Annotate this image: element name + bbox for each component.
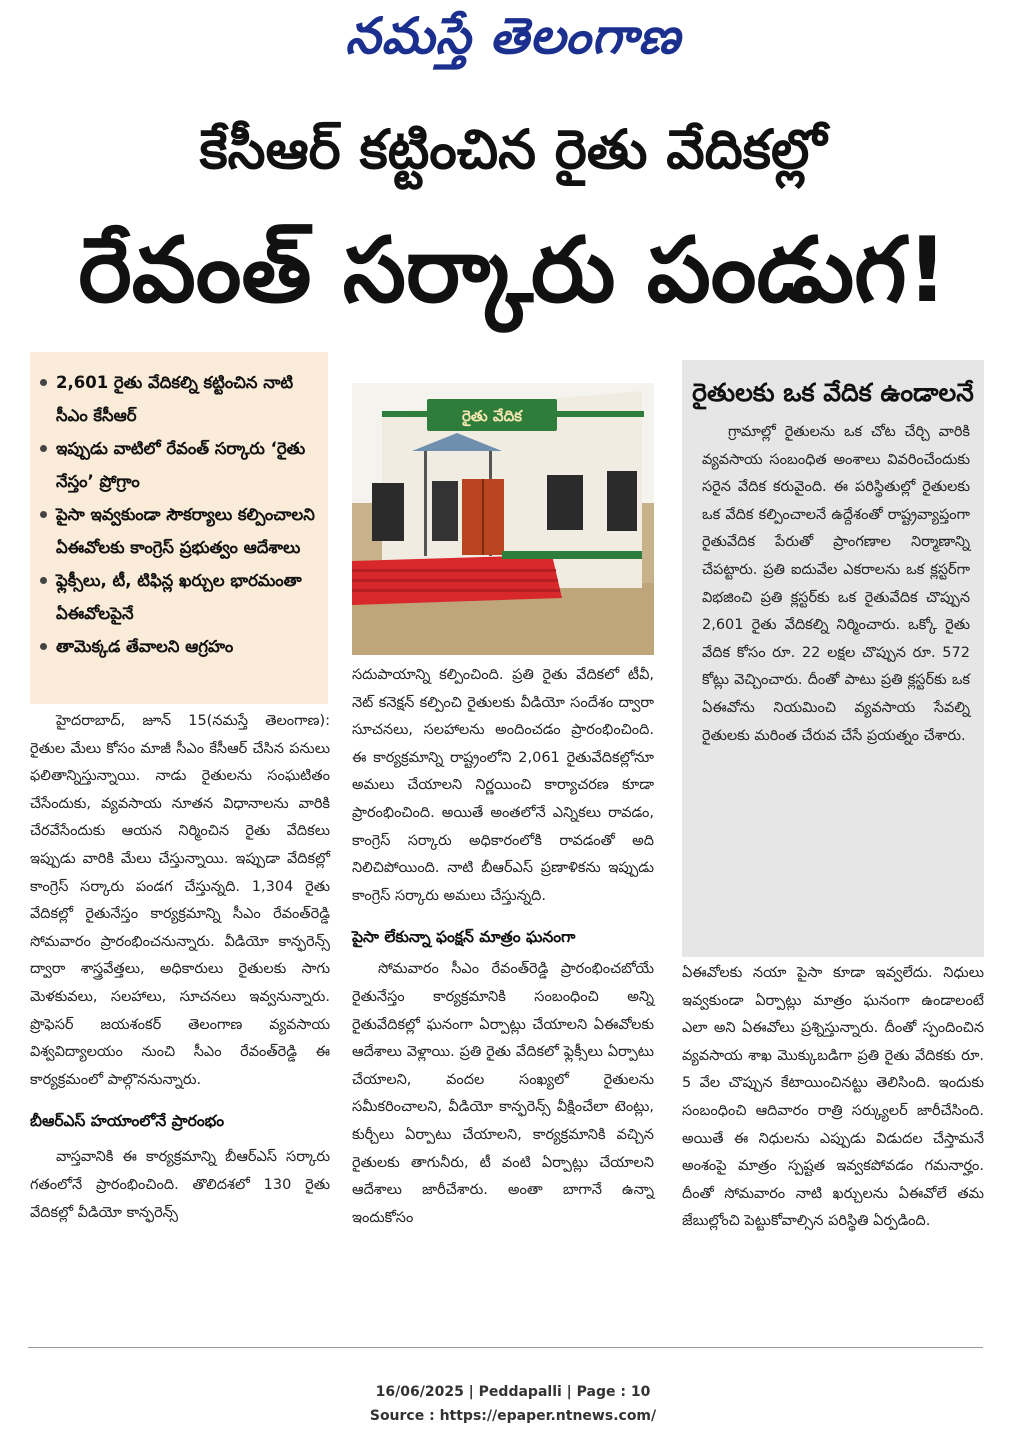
highlight-item: 2,601 రైతు వేదికల్ని కట్టించిన నాటి సీఎం కేసీఆర్ [56, 366, 320, 432]
bullet-icon [40, 643, 47, 650]
highlights-list [30, 352, 328, 663]
column-1 [30, 708, 330, 1227]
headline-line-1: కేసీఆర్ కట్టించిన రైతు వేదికల్లో [199, 118, 827, 181]
bullet-icon [40, 511, 47, 518]
highlight-item: తామెక్కడ తేవాలని ఆగ్రహం [56, 630, 320, 663]
highlight-item: ఇప్పుడు వాటిలో రేవంత్ సర్కారు ‘రైతు నేస్తం’ ప్రోగ్రాం [56, 432, 320, 498]
highlights-box [30, 352, 328, 704]
building-illustration [352, 383, 654, 655]
sidebar-body: గ్రామాల్లో రైతులను ఒక చోట చేర్చి వారికి వ్యవసాయ సంబంధిత అంశాలు వివరించేందుకు సరైన వేదిక కరువైంది. ఈ పరిస్థితుల్లో రైతులకు ఒక వేదిక కల్పించాలనే ఉద్దేశంతో రాష్ట్రవ్యాప్తంగా రైతువేదిక పేరుతో ప్రాంగణాల నిర్మాణాన్ని చేపట్టారు. ప్రతి ఐదువేల ఎకరాలను ఒక క్లస్టర్‌గా విభజించి ప్రతి క్లస్టర్‌కు ఒక రైతువేదిక చొప్పున 2,601 రైతు వేదికల్ని నిర్మించారు. ఒక్కో రైతు వేదిక కోసం రూ. 22 లక్షల చొప్పున రూ. 572 కోట్లు వెచ్చించారు. దీంతో పాటు ప్రతి క్లస్టర్‌కు ఒక ఏఈవోను నియమించి వ్యవసాయ సేవల్ని రైతులకు మరింత చేరువ చేసే ప్రయత్నం చేశారు. [702, 424, 970, 744]
col1-subhead: బీఆర్‌ఎస్ హయాంలోనే ప్రారంభం [30, 1112, 225, 1131]
highlight-item: ఫ్లెక్సీలు, టీ, టిఫిన్ల ఖర్చుల భారమంతా ఏఈవోలపైనే [56, 564, 320, 630]
col2-paragraph-1: సదుపాయాన్ని కల్పించింది. ప్రతి రైతు వేదికలో టీవీ, నెట్ కనెక్షన్ కల్పించి రైతులకు వీడియో సందేశం ద్వారా సూచనలు, సలహాలను అందించడం ప్రారంభించింది. ఈ కార్యక్రమాన్ని రాష్ట్రంలోని 2,061 రైతువేదికల్లోనూ అమలు చేయాలని నిర్ణయించి కార్యాచరణ కూడా ప్రారంభించింది. అయితే అంతలోనే ఎన్నికలు రావడం, కాంగ్రెస్ సర్కారు అధికారంలోకి రావడంతో అది నిలిచిపోయింది. నాటి బీఆర్‌ఎస్ ప్రణాళికను ఇప్పుడు కాంగ్రెస్ సర్కారు అమలు చేస్తున్నది. [352, 667, 654, 904]
col1-paragraph-2: వాస్తవానికి ఈ కార్యక్రమాన్ని బీఆర్‌ఎస్ సర్కారు గతంలోనే ప్రారంభించింది. తొలిదశలో 130 రైతు వేదికల్లో వీడియో కాన్ఫరెన్స్ [30, 1149, 330, 1221]
bullet-icon [40, 577, 47, 584]
footer-divider [28, 1347, 983, 1348]
bullet-icon [40, 379, 47, 386]
footer-date-line: 16/06/2025 | Peddapalli | Page : 10 [375, 1384, 651, 1400]
col1-paragraph-1: హైదరాబాద్, జూన్ 15(నమస్తే తెలంగాణ): రైతుల మేలు కోసం మాజీ సీఎం కేసీఆర్ చేసిన పనులు ఫలితాన్నిస్తున్నాయి. నాడు రైతులను సంఘటితం చేసేందుకు, వ్యవసాయ నూతన విధానాలను వారికి చేరవేసేందుకు ఆయన నిర్మించిన రైతు వేదికలు ఇప్పుడు వారికి మేలు చేస్తున్నాయి. ఇప్పుడా వేదికల్లో కాంగ్రెస్ సర్కారు పండగ చేస్తున్నది. 1,304 రైతు వేదికల్లో రైతునేస్తం కార్యక్రమాన్ని సీఎం రేవంత్‌రెడ్డి సోమవారం ప్రారంభించనున్నారు. వీడియో కాన్ఫరెన్స్ ద్వారా శాస్త్రవేత్తలు, అధికారులు రైతులకు సాగు మెళకువలు, సలహాలు, సూచనలు ఇవ్వనున్నారు. ప్రొఫెసర్ జయశంకర్ తెలంగాణ వ్యవసాయ విశ్వవిద్యాలయం నుంచి సీఎం రేవంత్‌రెడ్డి ఈ కార్యక్రమంలో పాల్గొననున్నారు. [30, 713, 330, 1088]
rythu-vedika-photo [352, 383, 654, 655]
sign-text: రైతు వేదిక [461, 407, 523, 425]
footer-source-line: Source : https://epaper.ntnews.com/ [369, 1408, 657, 1424]
sidebar-title: రైతులకు ఒక వేదిక ఉండాలనే [692, 378, 974, 407]
column-2 [352, 662, 654, 1232]
highlight-item: పైసా ఇవ్వకుండా సౌకర్యాలు కల్పించాలని ఏఈవోలకు కాంగ్రెస్ ప్రభుత్వం ఆదేశాలు [56, 498, 320, 564]
sidebar-box [682, 360, 984, 957]
masthead: నమస్తే తెలంగాణ [345, 6, 681, 65]
headline-line-2: రేవంత్ సర్కారు పండుగ! [78, 218, 948, 323]
col2-subhead: పైసా లేకున్నా ఫంక్షన్ మాత్రం ఘనంగా [352, 928, 576, 947]
col3-paragraph-1: ఏఈవోలకు నయా పైసా కూడా ఇవ్వలేదు. నిధులు ఇవ్వకుండా ఏర్పాట్లు మాత్రం ఘనంగా ఉండాలంటే ఎలా అని ఏఈవోలు ప్రశ్నిస్తున్నారు. దీంతో స్పందించిన వ్యవసాయ శాఖ మొక్కుబడిగా ప్రతి రైతు వేదికకు రూ. 5 వేల చొప్పున కేటాయించినట్టు తెలిసింది. ఇందుకు సంబంధించి ఆదివారం రాత్రి సర్క్యులర్ జారీచేసింది. అయితే ఈ నిధులను ఎప్పుడు విడుదల చేస్తామనే అంశంపై మాత్రం స్పష్టత ఇవ్వకపోవడం గమనార్హం. దీంతో సోమవారం నాటి ఖర్చులను ఏఈవోలే తమ జేబుల్లోంచి పెట్టుకోవాల్సిన పరిస్థితి ఏర్పడింది. [682, 965, 984, 1230]
col2-paragraph-2: సోమవారం సీఎం రేవంత్‌రెడ్డి ప్రారంభించబోయే రైతునేస్తం కార్యక్రమానికి సంబంధించి అన్ని రైతువేదికల్లో ఘనంగా ఏర్పాట్లు చేయాలని ఏఈవోలకు ఆదేశాలు వెళ్లాయి. ప్రతి రైతు వేదికలో ఫ్లెక్సీలు ఏర్పాటు చేయాలని, వందల సంఖ్యలో రైతులను సమీకరించాలని, వీడియో కాన్ఫరెన్స్ వీక్షించేలా టెంట్లు, కుర్చీలు ఏర్పాటు చేయాలని, కార్యక్రమానికి వచ్చిన రైతులకు తాగునీరు, టీ వంటి ఏర్పాట్లు చేయాలని ఆదేశాలు జారీచేశారు. అంతా బాగానే ఉన్నా ఇందుకోసం [352, 961, 654, 1226]
bullet-icon [40, 445, 47, 452]
column-3 [682, 960, 984, 1236]
